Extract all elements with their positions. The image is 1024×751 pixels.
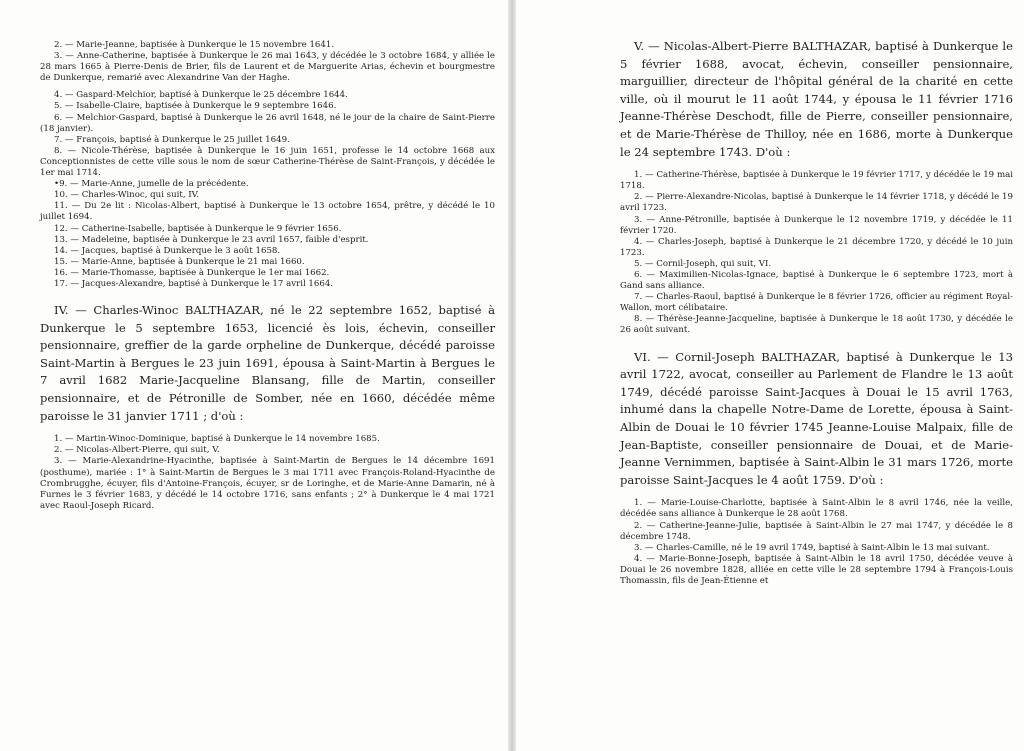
entry-iv-3: 3. — Marie-Alexandrine-Hyacinthe, baptisée à Saint-Martin de Bergues le 14 décembre 1691 (posthume), mariée : 1° à Saint-Martin de Bergues le 3 mai 1711 avec François-Roland-Hyacinthe de Crombrugghe, écuyer, fils d'Antoine-François, écuyer, sr de Loringhe, et de Marie-Anne Damarin, né à Furnes le 3 février 1683, y décédé le 14 octobre 1716, sans enfants ; 2° à Dunkerque le 4 mai 1721 avec Raoul-Joseph Ricard. [40, 456, 495, 511]
entry-11: 11. — Du 2e lit : Nicolas-Albert, baptisé à Dunkerque le 13 octobre 1654, prêtre, y décédé le 10 juillet 1694. [40, 201, 495, 223]
entry-14: 14. — Jacques, baptisé à Dunkerque le 3 août 1658. [54, 245, 281, 256]
entry-vi-2: 2. — Catherine-Jeanne-Julie, baptisée à Saint-Albin le 27 mai 1747, y décédée le 8 décembre 1748. [620, 520, 1013, 542]
entry-15: 15. — Marie-Anne, baptisée à Dunkerque le 21 mai 1660. [54, 256, 305, 267]
entry-v-8: 8. — Thérèse-Jeanne-Jacqueline, baptisée à Dunkerque le 18 août 1730, y décédée le 26 août suivant. [620, 314, 1013, 336]
right-text-column [620, 38, 1013, 587]
entry-7: 7. — François, baptisé à Dunkerque le 25 juillet 1649. [54, 134, 290, 145]
section-v-nicolas-albert-pierre: V. — Nicolas-Albert-Pierre BALTHAZAR, baptisé à Dunkerque le 5 février 1688, avocat, échevin, conseiller pensionnaire, marguillier, directeur de l'hôpital général de la charité en cette ville, où il mourut le 11 août 1744, y épousa le 11 février 1716 Jeanne-Thérèse Deschodt, fille de Pierre, conseiller pensionnaire, et de Marie-Thérèse de Thilloy, née en 1686, morte à Dunkerque le 24 septembre 1743. D'où : [620, 39, 1013, 159]
entry-6: 6. — Melchior-Gaspard, baptisé à Dunkerque le 26 avril 1648, né le jour de la chaire de Saint-Pierre (18 janvier). [40, 112, 495, 134]
left-page [0, 0, 508, 751]
entry-3: 3. — Anne-Catherine, baptisée à Dunkerque le 26 mai 1643, y décédée le 3 octobre 1684, y alliée le 28 mars 1665 à Pierre-Denis de Brier, fils de Laurent et de Marguerite Arias, échevin et bourgmestre de Dunkerque, remarié avec Alexandrine Van der Haghe. [40, 51, 495, 84]
entry-vi-1: 1. — Marie-Louise-Charlotte, baptisée à Saint-Albin le 8 avril 1746, née la veille, décédée sans alliance à Dunkerque le 28 août 1768. [620, 498, 1013, 520]
entry-v-2: 2. — Pierre-Alexandre-Nicolas, baptisé à Dunkerque le 14 février 1718, y décédé le 19 avril 1723. [620, 192, 1013, 214]
entry-5: 5. — Isabelle-Claire, baptisée à Dunkerque le 9 septembre 1646. [54, 101, 337, 112]
entry-10: 10. — Charles-Winoc, qui suit, IV. [54, 190, 200, 201]
entry-iv-2: 2. — Nicolas-Albert-Pierre, qui suit, V. [54, 445, 220, 456]
entry-17: 17. — Jacques-Alexandre, baptisé à Dunkerque le 17 avril 1664. [54, 278, 334, 289]
entry-16: 16. — Marie-Thomasse, baptisée à Dunkerque le 1er mai 1662. [54, 267, 330, 278]
entry-vi-3: 3. — Charles-Camille, né le 19 avril 1749, baptisé à Saint-Albin le 13 mai suivant. [634, 542, 990, 553]
entry-9: •9. — Marie-Anne, jumelle de la précédente. [54, 179, 249, 190]
entry-v-1: 1. — Catherine-Thérèse, baptisée à Dunkerque le 19 février 1717, y décédée le 19 mai 1718. [620, 170, 1013, 192]
entry-v-5: 5. — Cornil-Joseph, qui suit, VI. [634, 258, 772, 269]
book-gutter [508, 0, 516, 751]
left-text-column [40, 40, 495, 512]
entry-2: 2. — Marie-Jeanne, baptisée à Dunkerque le 15 novembre 1641. [54, 40, 335, 50]
entry-13: 13. — Madeleine, baptisée à Dunkerque le 23 avril 1657, faible d'esprit. [54, 234, 369, 245]
section-vi-cornil-joseph: VI. — Cornil-Joseph BALTHAZAR, baptisé à Dunkerque le 13 avril 1722, avocat, conseiller au Parlement de Flandre le 13 août 1749, décédé paroisse Saint-Jacques à Douai le 15 avril 1763, inhumé dans la chapelle Notre-Dame de Lorette, épousa à Saint-Albin de Douai le 10 février 1745 Jeanne-Louise Malpaix, fille de Jean-Baptiste, conseiller pensionnaire de Douai, et de Marie-Jeanne Vernimmen, baptisée à Saint-Albin le 31 mars 1726, morte paroisse Saint-Jacques le 4 août 1759. D'où : [620, 349, 1013, 487]
entry-iv-1: 1. — Martin-Winoc-Dominique, baptisé à Dunkerque le 14 novembre 1685. [54, 434, 380, 445]
entry-v-7: 7. — Charles-Raoul, baptisé à Dunkerque le 8 février 1726, officier au régiment Royal-Wallon, mort célibataire. [620, 292, 1013, 314]
entry-4: 4. — Gaspard-Melchior, baptisé à Dunkerque le 25 décembre 1644. [54, 90, 348, 101]
entry-8: 8. — Nicole-Thérèse, baptisée à Dunkerque le 16 juin 1651, professe le 14 octobre 1668 aux Conceptionnistes de cette ville sous le nom de sœur Catherine-Thérèse de Saint-François, y décédée le 1er mai 1714. [40, 145, 495, 179]
entry-v-4: 4. — Charles-Joseph, baptisé à Dunkerque le 21 décembre 1720, y décédé le 10 juin 1723. [620, 236, 1013, 258]
entry-vi-4: 4. — Marie-Bonne-Joseph, baptisée à Saint-Albin le 18 avril 1750, décédée veuve à Douai le 26 novembre 1828, alliée en cette ville le 28 septembre 1794 à François-Louis Thomassin, fils de Jean-Étienne et [620, 553, 1013, 586]
section-iv-charles-winoc: IV. — Charles-Winoc BALTHAZAR, né le 22 septembre 1652, baptisé à Dunkerque le 5 septembre 1653, licencié ès lois, échevin, conseiller pensionnaire, greffier de la garde orpheline de Dunkerque, décédé paroisse Saint-Martin à Bergues le 23 juin 1691, épousa à Saint-Martin à Bergues le 7 avril 1682 Marie-Jacqueline Blansang, fille de Martin, conseiller pensionnaire, et de Pétronille de Somber, née en 1660, décédée même paroisse le 31 janvier 1711 ; d'où : [40, 303, 495, 423]
right-page [516, 0, 1024, 751]
entry-12: 12. — Catherine-Isabelle, baptisée à Dunkerque le 9 février 1656. [54, 223, 342, 234]
entry-v-3: 3. — Anne-Pétronille, baptisée à Dunkerque le 12 novembre 1719, y décédée le 11 février 1720. [620, 214, 1013, 236]
entry-v-6: 6. — Maximilien-Nicolas-Ignace, baptisé à Dunkerque le 6 septembre 1723, mort à Gand sans alliance. [620, 270, 1013, 292]
